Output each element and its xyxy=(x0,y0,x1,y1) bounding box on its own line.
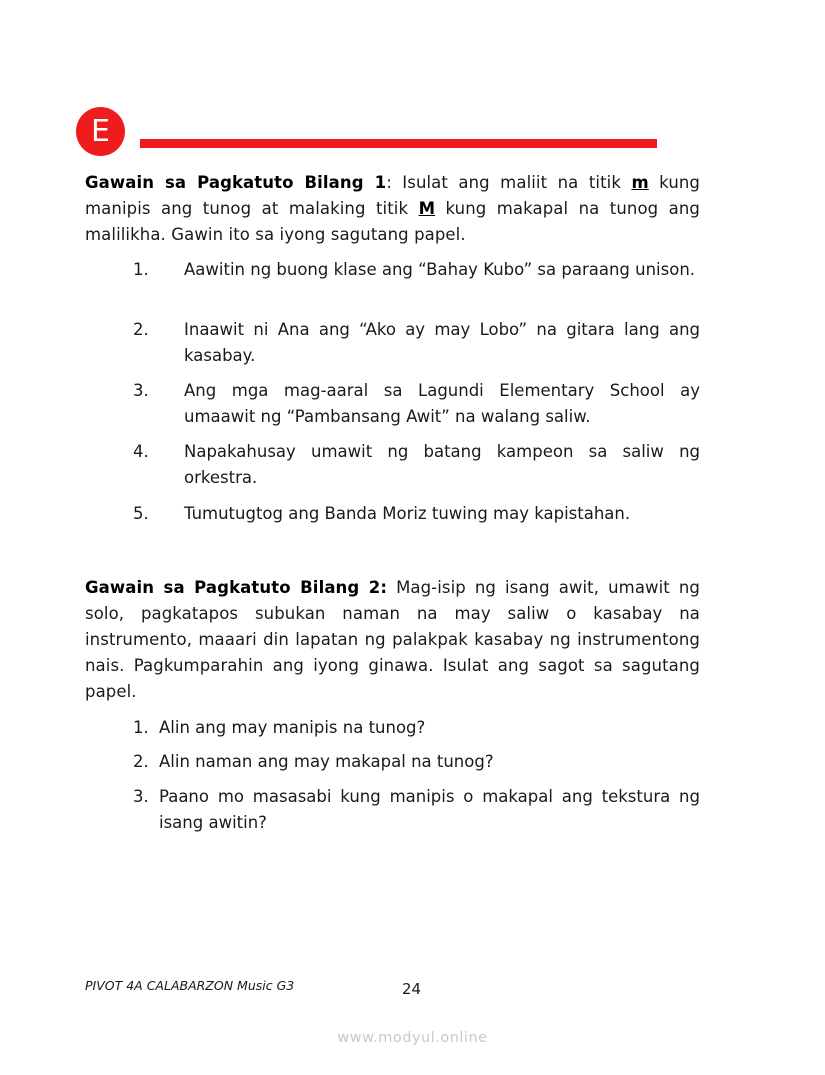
small-m-letter: m xyxy=(631,173,649,192)
item-text: Alin naman ang may makapal na tunog? xyxy=(159,752,494,771)
activity2-text: Mag-isip ng isang awit, umawit ng solo, pagkatapos subukan naman na may saliw o kasabay na instrumento, maaari din lapatan ng palakpak kasabay ng instrumentong nais. Pagkumparahin ang iyong ginawa. Isulat ang sagot sa sagutang papel. xyxy=(85,578,700,701)
page-number: 24 xyxy=(402,980,422,998)
item-number: 5. xyxy=(133,504,149,523)
item-text: Aawitin ng buong klase ang “Bahay Kubo” sa paraang unison. xyxy=(184,260,696,279)
section-badge: E xyxy=(76,107,125,156)
item-number: 3. xyxy=(133,381,149,400)
item-number: 2. xyxy=(133,320,149,339)
item-text: Tumutugtog ang Banda Moriz tuwing may kapistahan. xyxy=(184,504,631,523)
activity1-instructions xyxy=(85,170,700,248)
activity1-title: Gawain sa Pagkatuto Bilang 1 xyxy=(85,173,387,192)
section-rule xyxy=(140,139,657,148)
activity2-instructions xyxy=(85,575,700,705)
activity1-text-b: kung manipis ang tunog at malaking titik xyxy=(85,173,701,218)
item-number: 2. xyxy=(133,752,149,771)
big-m-letter: M xyxy=(418,199,436,218)
item-number: 1. xyxy=(133,260,149,279)
activity1-text-c: kung makapal na tunog ang malilikha. Gawin ito sa iyong sagutang papel. xyxy=(85,199,700,244)
watermark: www.modyul.online xyxy=(337,1030,488,1046)
item-text: Alin ang may manipis na tunog? xyxy=(159,718,426,737)
item-number: 1. xyxy=(133,718,149,737)
item-number: 4. xyxy=(133,442,149,461)
item-number: 3. xyxy=(133,787,149,806)
activity2-title: Gawain sa Pagkatuto Bilang 2: xyxy=(85,578,388,597)
footer-module-label: PIVOT 4A CALABARZON Music G3 xyxy=(85,978,295,993)
item-text: Inaawit ni Ana ang “Ako ay may Lobo” na gitara lang ang kasabay. xyxy=(184,320,700,365)
item-text: Paano mo masasabi kung manipis o makapal ang tekstura ng isang awitin? xyxy=(159,787,700,832)
item-text: Napakahusay umawit ng batang kampeon sa saliw ng orkestra. xyxy=(184,442,700,487)
item-text: Ang mga mag-aaral sa Lagundi Elementary School ay umaawit ng “Pambansang Awit” na walang saliw. xyxy=(184,381,700,426)
activity1-text-a: : Isulat ang maliit na titik xyxy=(386,173,632,192)
